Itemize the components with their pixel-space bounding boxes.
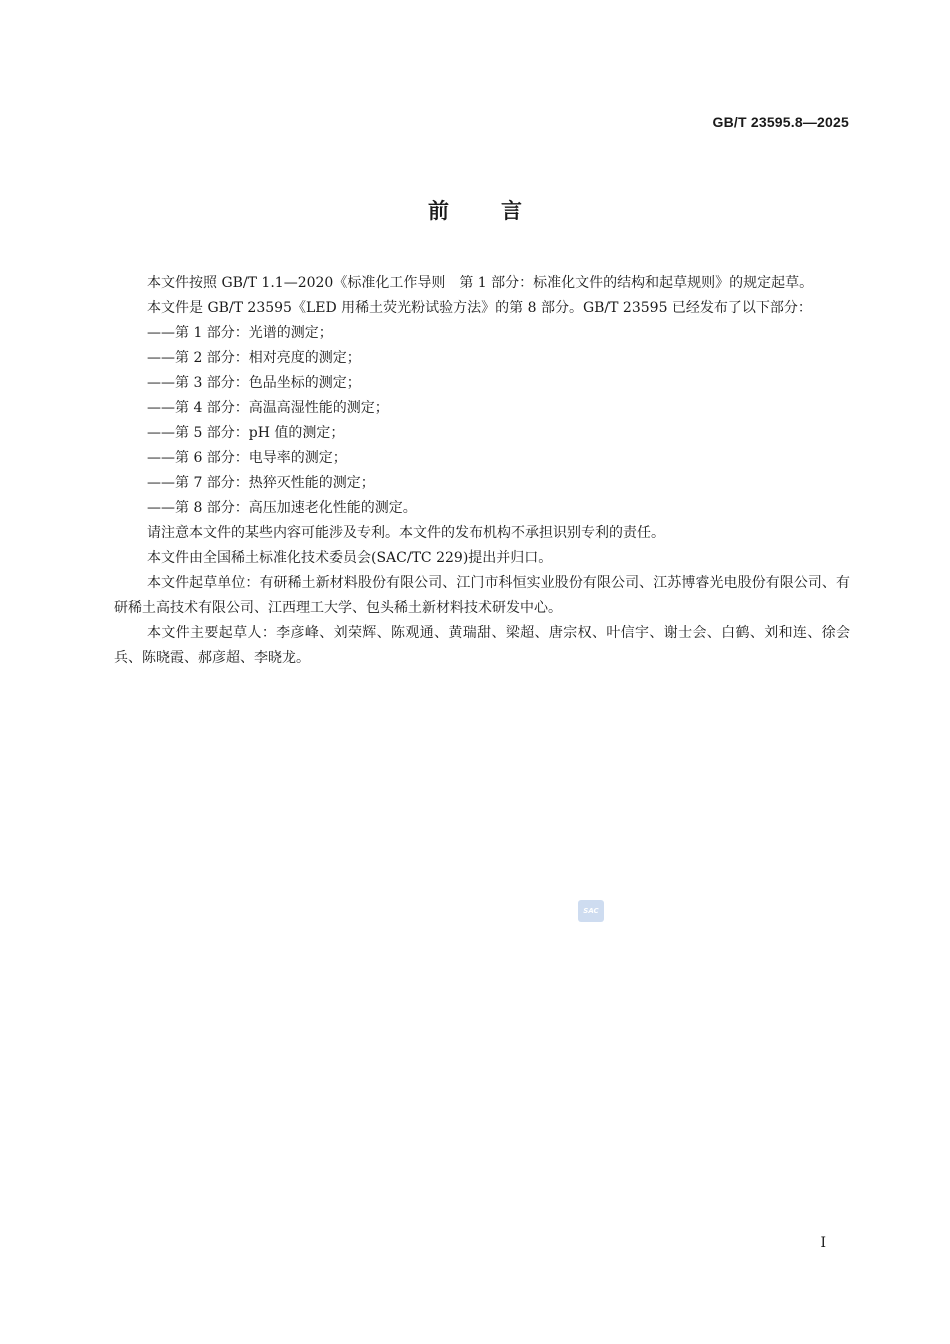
title-char-1: 前	[428, 199, 449, 223]
list-item: ——第 4 部分：高温高湿性能的测定；	[147, 400, 389, 416]
list-item: ——第 2 部分：相对亮度的测定；	[147, 350, 361, 366]
paragraph-committee: 本文件由全国稀土标准化技术委员会(SAC/TC 229)提出并归口。	[147, 550, 553, 566]
list-item: ——第 1 部分：光谱的测定；	[147, 325, 333, 341]
paragraph-series-info: 本文件是 GB/T 23595《LED 用稀土荧光粉试验方法》的第 8 部分。GB/T 23595 已经发布了以下部分：	[147, 300, 812, 316]
paragraph-patent-notice: 请注意本文件的某些内容可能涉及专利。本文件的发布机构不承担识别专利的责任。	[147, 525, 665, 541]
list-item: ——第 7 部分：热猝灭性能的测定；	[147, 475, 375, 491]
page-number: I	[820, 1235, 826, 1251]
standard-code: GB/T 23595.8—2025	[712, 114, 849, 130]
page-title	[0, 195, 950, 225]
list-item: ——第 8 部分：高压加速老化性能的测定。	[147, 500, 417, 516]
paragraph-drafting-units: 本文件起草单位：有研稀土新材料股份有限公司、江门市科恒实业股份有限公司、江苏博睿光电股份有限公司、有研稀土高技术有限公司、江西理工大学、包头稀土新材料技术研发中心。	[114, 575, 850, 616]
paragraph-drafters: 本文件主要起草人：李彦峰、刘荣辉、陈观通、黄瑞甜、梁超、唐宗权、叶信宇、谢士会、白鹤、刘和连、徐会兵、陈晓霞、郝彦超、李晓龙。	[114, 625, 850, 666]
sac-watermark-logo: SAC	[578, 900, 604, 922]
title-char-2: 言	[501, 199, 522, 223]
list-item: ——第 5 部分：pH 值的测定；	[147, 425, 345, 441]
list-item: ——第 6 部分：电导率的测定；	[147, 450, 347, 466]
paragraph-drafting-rules: 本文件按照 GB/T 1.1—2020《标准化工作导则 第 1 部分：标准化文件的结构和起草规则》的规定起草。	[147, 275, 814, 291]
foreword-body	[114, 271, 850, 671]
list-item: ——第 3 部分：色品坐标的测定；	[147, 375, 361, 391]
